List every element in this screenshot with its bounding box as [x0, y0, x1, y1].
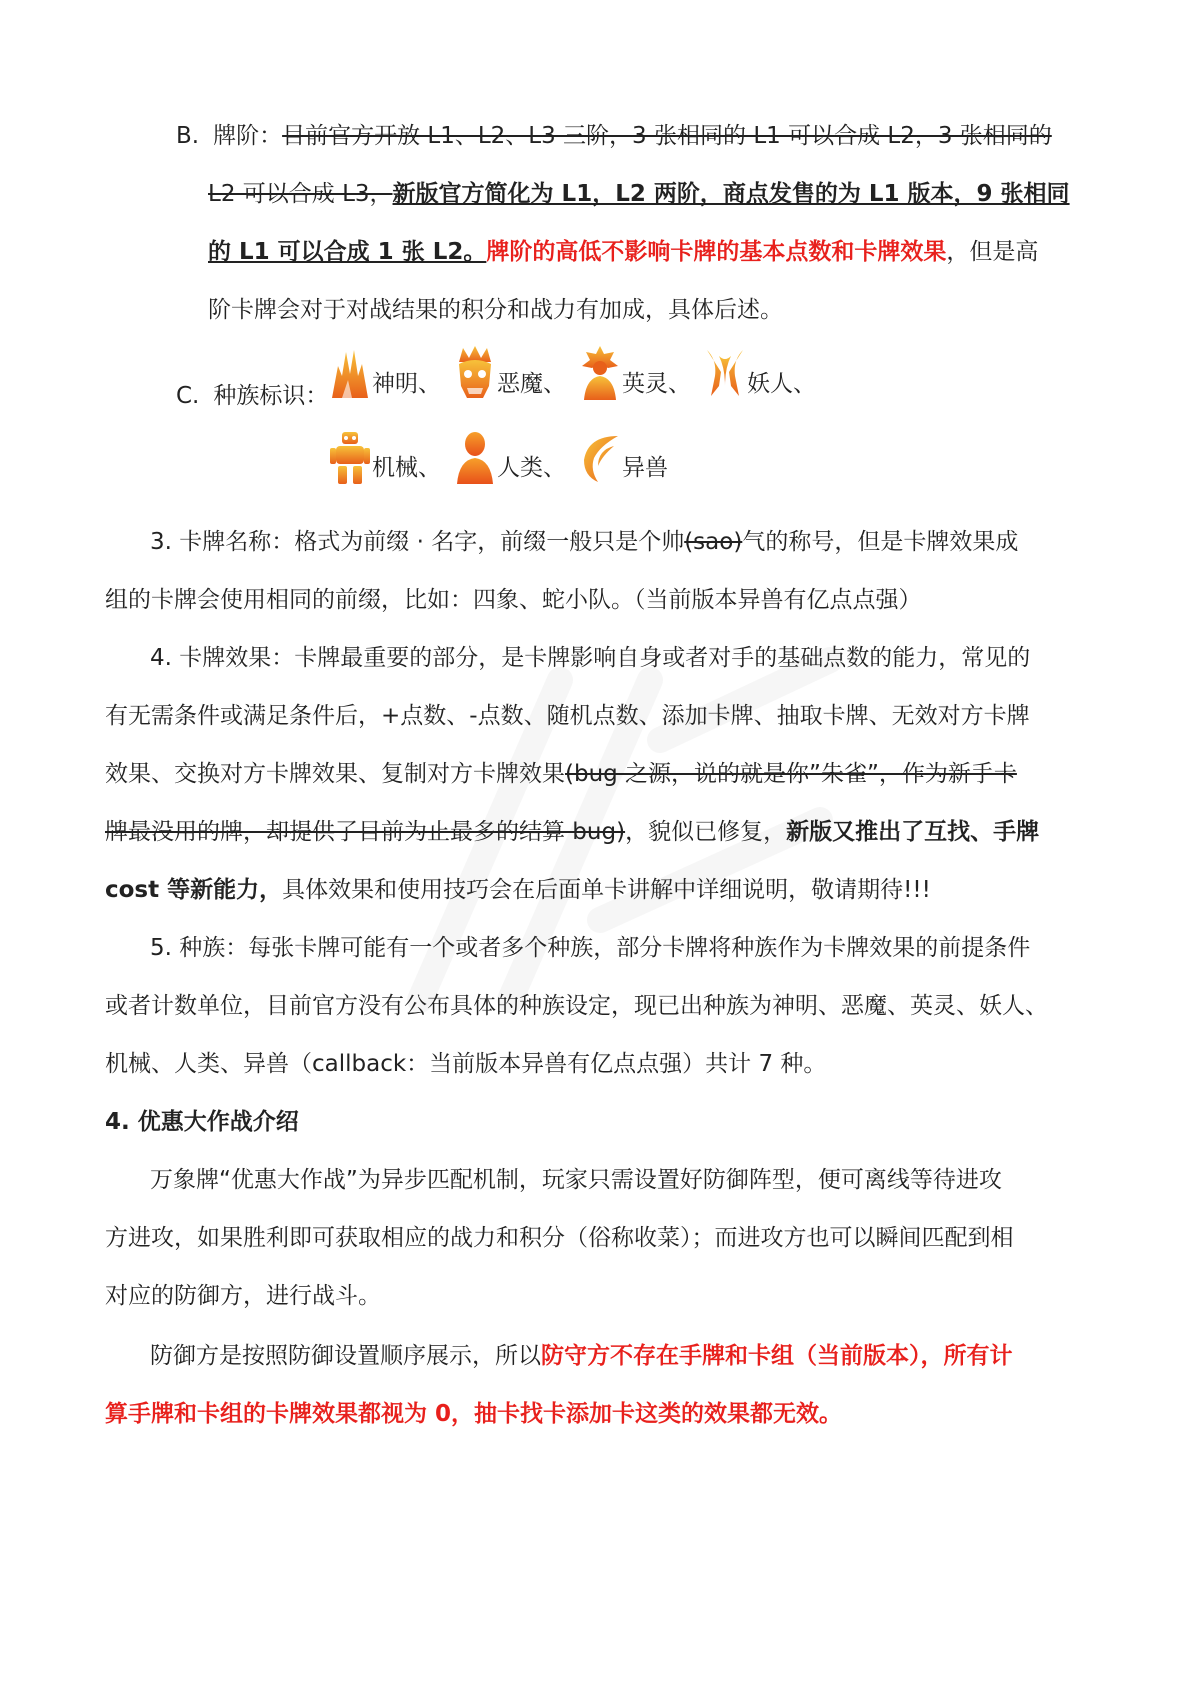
section-b-new-version-a: 新版官方简化为 L1，L2 两阶，商点发售的为 L1 版本，9 张相同 [392, 181, 1070, 207]
section-c-label: C. [176, 383, 200, 409]
robot-icon [328, 430, 372, 484]
item5-text-2: 或者计数单位，目前官方没有公布具体的种族设定，现已出种族为神明、恶魔、英灵、妖人、 [105, 993, 1048, 1019]
item4-text-1: 4. 卡牌效果：卡牌最重要的部分，是卡牌影响自身或者对手的基础点数的能力，常见的 [150, 645, 1031, 671]
item3-text-b: 气的称号，但是卡牌效果成 [742, 529, 1019, 555]
p2-red-1: 防守方不存在手牌和卡组（当前版本），所有计 [541, 1343, 1013, 1369]
item3-strike: (sao) [684, 529, 743, 555]
p2-red-2: 算手牌和卡组的卡牌效果都视为 0，抽卡找卡添加卡这类的效果都无效。 [105, 1401, 843, 1427]
section-4-heading [105, 1106, 299, 1138]
beast-claw-icon [578, 430, 622, 484]
item4-bold-1: 新版又推出了互找、手牌 [786, 819, 1040, 845]
item4-strike-1: (bug 之源，说的就是你”朱雀”，作为新手卡 [565, 761, 1017, 787]
section-b-red-note: 牌阶的高低不影响卡牌的基本点数和卡牌效果 [486, 239, 947, 265]
section-4-p1-line-2 [105, 1222, 1014, 1254]
item4-bold-2: cost 等新能力， [105, 877, 283, 903]
race-machine [328, 430, 441, 484]
section-4-p1-line-1 [150, 1164, 1002, 1196]
p1-text-3: 对应的防御方，进行战斗。 [105, 1283, 381, 1309]
race-name: 异兽 [622, 455, 668, 481]
flame-hands-icon [328, 346, 372, 400]
race-yaoren [703, 346, 816, 400]
section-b-line-4 [208, 294, 783, 326]
race-name: 恶魔、 [497, 371, 566, 397]
item4-text-3a: 效果、交换对方卡牌效果、复制对方卡牌效果 [105, 761, 565, 787]
item3-line-1 [150, 526, 1018, 558]
demon-claws-icon [703, 346, 747, 400]
section-b-strike-1: 目前官方开放 L1、L2、L3 三阶，3 张相同的 L1 可以合成 L2，3 张相同的 [282, 123, 1052, 149]
hero-halo-icon [578, 346, 622, 400]
section-b-title: 牌阶： [213, 123, 283, 149]
section-b-line-1 [176, 120, 1052, 152]
item5-text-1: 5. 种族：每张卡牌可能有一个或者多个种族，部分卡牌将种族作为卡牌效果的前提条件 [150, 935, 1031, 961]
race-human [453, 430, 566, 484]
p1-text-2: 方进攻，如果胜利即可获取相应的战力和积分（俗称收菜）；而进攻方也可以瞬间匹配到相 [105, 1225, 1014, 1251]
item4-strike-2: 牌最没用的牌，却提供了目前为止最多的结算 bug) [105, 819, 626, 845]
race-name: 英灵、 [622, 371, 691, 397]
item4-text-2: 有无需条件或满足条件后，+点数、-点数、随机点数、添加卡牌、抽取卡牌、无效对方卡牌 [105, 703, 1030, 729]
race-beast [578, 430, 668, 484]
section-b-tail-a: ，但是高 [946, 239, 1039, 265]
section-4-title: 4. 优惠大作战介绍 [105, 1109, 299, 1135]
item4-line-4 [105, 816, 1039, 848]
section-b-tail-b: 阶卡牌会对于对战结果的积分和战力有加成，具体后述。 [208, 297, 783, 323]
section-b-label: B. [176, 123, 200, 149]
race-name: 人类、 [497, 455, 566, 481]
item4-line-3 [105, 758, 1017, 790]
skull-crown-icon [453, 346, 497, 400]
race-name: 妖人、 [747, 371, 816, 397]
item4-text-5: 具体效果和使用技巧会在后面单卡讲解中详细说明，敬请期待!!! [282, 877, 931, 903]
p2-text-1: 防御方是按照防御设置顺序展示，所以 [150, 1343, 541, 1369]
race-row-2 [328, 430, 680, 484]
item4-text-4b: ，貌似已修复， [625, 819, 787, 845]
section-b-new-version-b: 的 L1 可以合成 1 张 L2。 [208, 239, 487, 265]
item3-text-a: 3. 卡牌名称：格式为前缀 · 名字，前缀一般只是个帅 [150, 529, 685, 555]
item4-line-1 [150, 642, 1030, 674]
section-4-p2-line-2 [105, 1398, 842, 1430]
item5-line-1 [150, 932, 1030, 964]
human-icon [453, 430, 497, 484]
section-b-line-2 [208, 178, 1070, 210]
item5-text-3: 机械、人类、异兽（callback：当前版本异兽有亿点点强）共计 7 种。 [105, 1051, 827, 1077]
item4-line-5 [105, 874, 931, 906]
race-row-1 [328, 346, 828, 400]
race-name: 神明、 [372, 371, 441, 397]
item5-line-2 [105, 990, 1048, 1022]
section-4-p1-line-3 [105, 1280, 381, 1312]
item5-line-3 [105, 1048, 826, 1080]
race-hero [578, 346, 691, 400]
race-god [328, 346, 441, 400]
section-4-p2-line-1 [150, 1340, 1013, 1372]
race-demon [453, 346, 566, 400]
section-b-line-3 [208, 236, 1038, 268]
p1-text-1: 万象牌“优惠大作战”为异步匹配机制，玩家只需设置好防御阵型，便可离线等待进攻 [150, 1167, 1002, 1193]
section-c-heading [176, 380, 328, 412]
race-name: 机械、 [372, 455, 441, 481]
item3-line-2 [105, 584, 922, 616]
section-b-strike-2: L2 可以合成 L3， [208, 181, 393, 207]
item3-text-c: 组的卡牌会使用相同的前缀，比如：四象、蛇小队。（当前版本异兽有亿点点强） [105, 587, 922, 613]
section-c-title: 种族标识： [213, 383, 329, 409]
item4-line-2 [105, 700, 1030, 732]
